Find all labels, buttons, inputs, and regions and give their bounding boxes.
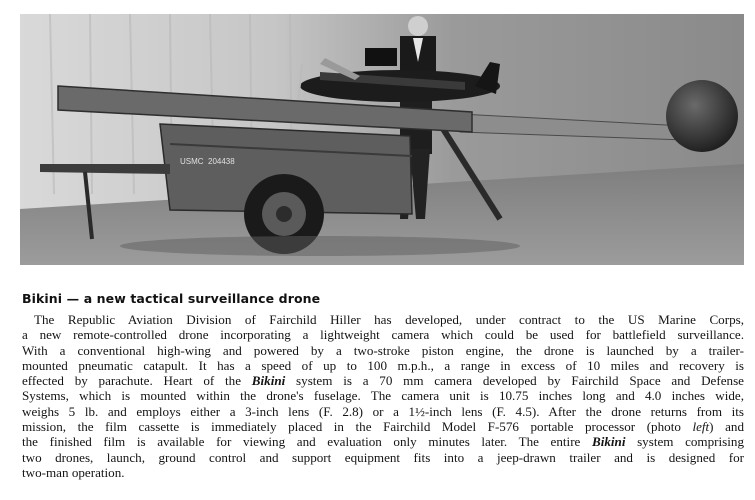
article-line: Systems, which is mounted within the drone's fuselage. The camera unit is 10.75 inches long and 4.0 inches wide, <box>22 388 744 404</box>
article-line: The Republic Aviation Division of Fairchild Hiller has developed, under contract to the US Marine Corps, <box>34 312 744 327</box>
trailer-marking-line2: 204438 <box>208 157 235 166</box>
left-emphasis: left <box>692 419 710 435</box>
article-line: two-man operation. <box>22 464 125 480</box>
article-line: With a conventional high-wing and powered by a two-stroke piston engine, the drone is launched by a trailer- <box>22 342 744 358</box>
drone-photo <box>20 14 744 265</box>
article-line: weighs 5 lb. and employs either a 3-inch lens (F. 2.8) or a 1½-inch lens (F. 4.5). After the drone returns from its <box>22 403 744 419</box>
article-headline: Bikini — a new tactical surveillance drone <box>22 291 321 306</box>
article-line: effected by parachute. Heart of the Bikini system is a 70 mm camera developed by Fairchild Space and Defense <box>22 373 744 389</box>
article-line: a new remote-controlled drone incorporating a lightweight camera which could be used for battlefield surveillance. <box>22 327 744 343</box>
article-body <box>22 312 744 480</box>
bikini-emphasis: Bikini <box>251 373 286 389</box>
article-line: two drones, launch, ground control and support equipment fits into a jeep-drawn trailer and is designed for <box>22 449 744 465</box>
article-line: mounted pneumatic catapult. It has a speed of up to 100 m.p.h., a range in excess of 10 miles and recovery is <box>22 357 744 373</box>
article-line: mission, the film cassette is immediately placed in the Fairchild Model F-576 portable processor (photo left) and <box>22 419 744 435</box>
trailer-marking-line1: USMC <box>180 157 204 166</box>
article-line: the finished film is available for viewing and evaluation only minutes later. The entire Bikini system comprising <box>22 434 744 450</box>
bikini-emphasis: Bikini <box>591 434 626 450</box>
